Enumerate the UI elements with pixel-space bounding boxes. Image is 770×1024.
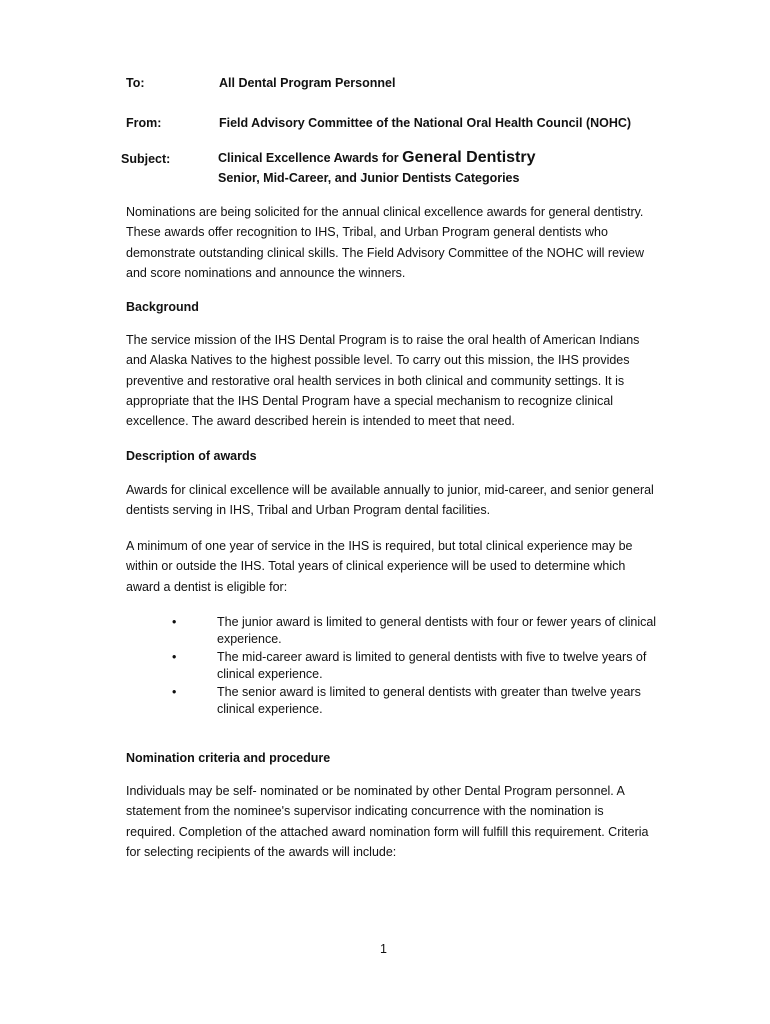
- subject-label: Subject:: [121, 152, 171, 166]
- subject-emphasis: General Dentistry: [402, 149, 536, 166]
- description-paragraph-2: A minimum of one year of service in the IHS is required, but total clinical experience may be within or outside the IHS. Total years of clinical experience will be used to determine which award a dentist is eligible for:: [126, 539, 633, 594]
- nomination-heading: Nomination criteria and procedure: [126, 751, 331, 765]
- description-heading: Description of awards: [126, 449, 257, 463]
- to-label: To:: [126, 76, 145, 90]
- bullet-icon: •: [172, 615, 177, 629]
- bullet-icon: •: [172, 650, 177, 664]
- list-item: [170, 684, 670, 718]
- page-number: 1: [380, 942, 387, 956]
- from-value: Field Advisory Committee of the National Oral Health Council (NOHC): [219, 116, 632, 130]
- intro-paragraph: Nominations are being solicited for the annual clinical excellence awards for general dentistry. These awards offer recognition to IHS, Tribal, and Urban Program general dentists who demonstrate outstanding clinical skills. The Field Advisory Committee of the NOHC will review and score nominations and announce the winners.: [126, 205, 645, 280]
- description-paragraph-1: Awards for clinical excellence will be available annually to junior, mid-career, and senior general dentists serving in IHS, Tribal and Urban Program dental facilities.: [126, 483, 654, 518]
- bullet-icon: •: [172, 685, 177, 699]
- subject-prefix: Clinical Excellence Awards for: [218, 151, 399, 165]
- from-label: From:: [126, 116, 162, 130]
- list-item: [170, 649, 670, 683]
- award-bullet-list: [170, 614, 670, 719]
- to-value: All Dental Program Personnel: [219, 76, 396, 90]
- background-paragraph: The service mission of the IHS Dental Program is to raise the oral health of American Indians and Alaska Natives to the highest possible level. To carry out this mission, the IHS provides preventive and restorative oral health services in both clinical and community settings. It is appropriate that the IHS Dental Program have a special mechanism to recognize clinical excellence. The award described herein is intended to meet that need.: [126, 333, 640, 429]
- nomination-paragraph: Individuals may be self- nominated or be nominated by other Dental Program personnel. A statement from the nominee's supervisor indicating concurrence with the nomination is required. Completion of the attached award nomination form will fulfill this requirement. Criteria for selecting recipients of the awards will include:: [126, 784, 649, 859]
- list-item: [170, 614, 670, 648]
- bullet-text: The junior award is limited to general dentists with four or fewer years of clinical experience.: [217, 615, 657, 646]
- bullet-text: The senior award is limited to general dentists with greater than twelve years clinical experience.: [217, 685, 641, 716]
- subject-line-2: Senior, Mid-Career, and Junior Dentists Categories: [218, 171, 520, 185]
- background-heading: Background: [126, 300, 199, 314]
- bullet-text: The mid-career award is limited to general dentists with five to twelve years of clinical experience.: [217, 650, 647, 681]
- subject-line-1: [218, 149, 536, 167]
